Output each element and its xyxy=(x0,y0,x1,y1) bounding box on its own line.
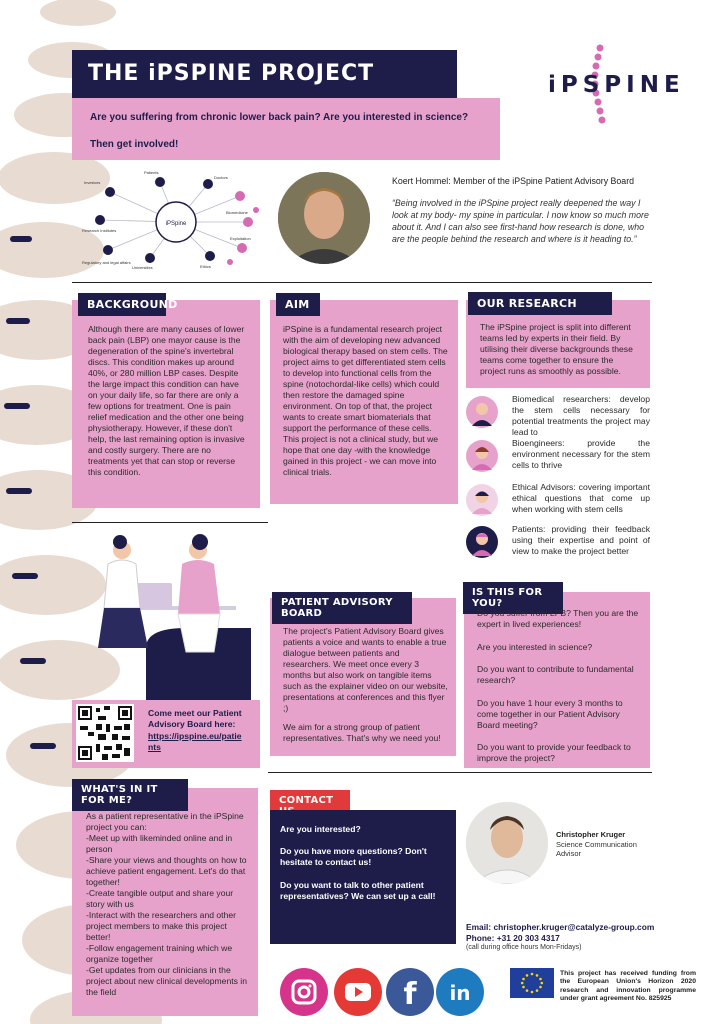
engineer-avatar-icon xyxy=(466,440,498,472)
research-intro: The iPSpine project is split into different teams led by experts in their field. By utilising their diverse backgrounds these teams come together to ensure the project runs as smoothly as possible. xyxy=(480,322,633,376)
intro-cta: Then get involved! xyxy=(90,139,179,150)
research-team-text: Ethical Advisors: covering important ethical questions that come up when working with stem cells xyxy=(512,482,650,514)
diagram-label: Universities xyxy=(132,265,153,270)
diagram-label: Patients xyxy=(144,170,159,175)
contact-email[interactable]: Email: christopher.kruger@catalyze-group.com xyxy=(466,922,655,932)
diagram-label: Research Institutes xyxy=(82,228,117,233)
list-item: Are you interested in science? xyxy=(477,642,593,652)
pab-body-cta: We aim for a strong group of patient representatives. That's why we need you! xyxy=(283,722,441,743)
page-title: THE iPSPINE PROJECT xyxy=(88,61,375,86)
eu-flag-icon xyxy=(510,968,554,998)
background-body: Although there are many causes of lower back pain (LBP) one mayor cause is the degeneration of the spine's invertebral discs. This condition makes up around 40%, or 280 million LBP cases. Despite the large impact this condition can have on your daily life, so far there are only a few options for treatment. One is pain relief medication and the other one being physiotherapy. However, if these don't help, the last remaining option is invasive and costly surgery. There are no treatments yet that can stop or reverse this condition. xyxy=(88,324,245,477)
ipspine-logo xyxy=(548,44,698,124)
qr-link[interactable]: https://ipspine.eu/patients xyxy=(148,731,242,753)
intro-question: Are you suffering from chronic lower back pain? Are you interested in science? xyxy=(90,112,469,123)
aim-body: iPSpine is a fundamental research project with the aim of developing new advanced biological therapy based on stem cells. The project aims to get differentiated stem cells to develop into functional cells from the spine (notochordal-like cells) which could then restore the damaged spine environment. On top of that, the project wants to create smart biomaterials that support the performance of these cells. This project is not a clinical study, but we hope that one day -with the knowledge gained in this project - we can move into clinical trials. xyxy=(283,324,448,477)
pab-heading: PATIENT ADVISORY BOARD xyxy=(272,592,412,624)
qr-code[interactable] xyxy=(76,704,134,762)
ethics-avatar-icon xyxy=(466,484,498,516)
list-item: Do you want to contribute to fundamental research? xyxy=(477,664,634,685)
diagram-network-icon xyxy=(80,170,272,270)
diagram-label: Regulatory and legal affairs xyxy=(82,260,131,265)
eu-funding-text: This project has received funding from the European Union's Horizon 2020 research and innovation programme under grant agreement No. 825925 xyxy=(560,970,696,1003)
aim-heading: AIM xyxy=(276,293,320,316)
christopher-photo xyxy=(466,802,548,884)
contact-heading: CONTACT xyxy=(270,790,350,822)
portrait-icon xyxy=(466,802,548,884)
intro-band xyxy=(72,98,500,160)
instagram-icon[interactable] xyxy=(280,968,328,1016)
logo-text: iPSPINE xyxy=(548,72,685,98)
diagram-label: Doctors xyxy=(214,175,228,180)
christopher-role: Science Communication Advisor xyxy=(556,840,637,859)
diagram-center-label: iPSpine xyxy=(165,221,187,227)
research-team-text: Biomedical researchers: develop the stem cells necessary for potential treatments the project may lead to xyxy=(512,394,650,437)
researcher-avatar-icon xyxy=(466,396,498,428)
portrait-icon xyxy=(278,172,370,264)
research-heading: OUR RESEARCH xyxy=(468,292,612,315)
research-team-text: Patients: providing their feedback using their expertise and point of view to make the project better xyxy=(512,524,650,556)
facebook-icon[interactable] xyxy=(386,968,434,1016)
contact-line: Do you want to talk to other patient representatives? We can set up a call! xyxy=(280,880,436,902)
background-heading: BACKGROUND xyxy=(78,293,166,316)
people-meeting-icon xyxy=(86,528,256,700)
qr-code-icon xyxy=(76,704,134,762)
contact-hours: (call during office hours Mon-Fridays) xyxy=(466,944,582,951)
contact-line: Do you have more questions? Don't hesitate to contact us! xyxy=(280,846,427,868)
pab-body: The project's Patient Advisory Board gives patients a voice and wants to enable a true dialogue between patients and researchers. We meet once every 3 months but also work on tangible items such as the explainer video on our website, presentations at conferences and this flyer ;) xyxy=(283,626,448,713)
list-item: Do you suffer from LPB? Then you are the expert in lived experiences! xyxy=(477,608,639,629)
stakeholder-diagram xyxy=(80,170,272,270)
divider xyxy=(72,282,652,283)
svg-text:f: f xyxy=(403,977,417,1012)
meeting-illustration xyxy=(86,528,256,700)
diagram-label: Biomedicine xyxy=(226,210,248,215)
svg-text:in: in xyxy=(449,981,471,1005)
testimonial xyxy=(392,176,654,246)
patient-avatar-icon xyxy=(466,526,498,558)
diagram-label: Ethics xyxy=(200,264,211,269)
divider xyxy=(72,522,268,523)
list-item: Do you have 1 hour every 3 months to come together in our Patient Advisory Board meeting? xyxy=(477,698,623,730)
koert-photo xyxy=(278,172,370,264)
title-banner xyxy=(72,50,457,98)
linkedin-icon[interactable] xyxy=(436,968,484,1016)
research-team-text: Bioengineers: provide the environment necessary for the stem cells to thrive xyxy=(512,438,650,470)
contact-phone[interactable]: Phone: +31 20 303 4317 xyxy=(466,933,560,943)
divider xyxy=(268,772,652,773)
diagram-label: Exploitation xyxy=(230,236,251,241)
for-you-heading: IS THIS FOR YOU? xyxy=(463,582,563,614)
youtube-icon[interactable] xyxy=(334,968,382,1016)
diagram-label: Investors xyxy=(84,180,101,185)
whats-in-heading: WHAT'S IN IT FOR ME? xyxy=(72,779,188,811)
christopher-name: Christopher Kruger xyxy=(556,830,626,839)
qr-text: Come meet our Patient Advisory Board here: xyxy=(148,708,242,730)
testimonial-quote: “Being involved in the iPSpine project really deepened the way I look at my body- my spine in particular. I now know so much more about it. And I can also see first-hand how research is done, who are the people behind the research and where is it heading to.” xyxy=(392,198,649,244)
testimonial-author: Koert Hommel: Member of the iPSpine Patient Advisory Board xyxy=(392,176,635,186)
contact-line: Are you interested? xyxy=(280,824,361,834)
whats-in-body: As a patient representative in the iPSpine project you can: -Meet up with likeminded online and in person -Share your views and thoughts on how to achieve patient engagement. Let's do that together! -Create tangible output and share your story with us -Interact with the researchers and other project members to make this project better! -Follow engagement training which we organize together -Get updates from our clinicians in the project about new clinical developments in the field xyxy=(86,811,247,997)
list-item: Do you want to provide your feedback to improve the project? xyxy=(477,742,631,763)
